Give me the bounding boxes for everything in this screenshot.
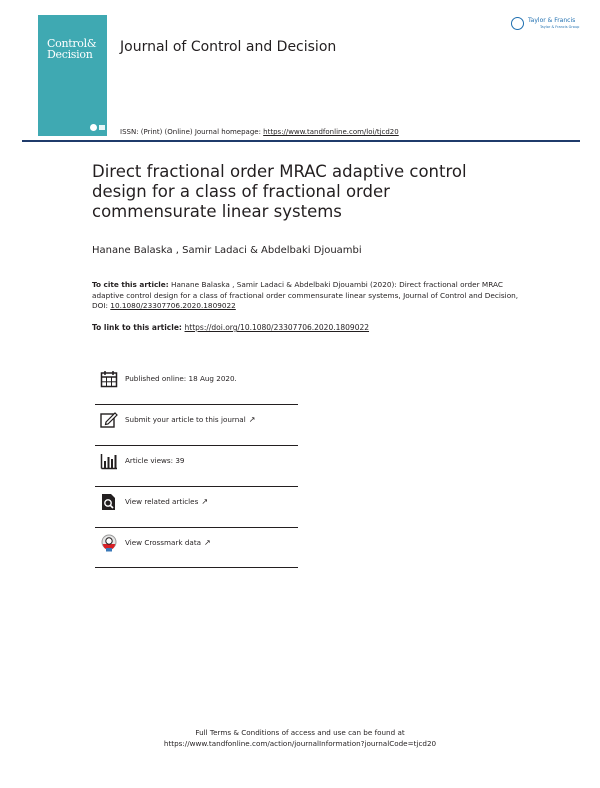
link-block — [92, 323, 522, 332]
article-doi-link[interactable]: https://doi.org/10.1080/23307706.2020.1809022 — [184, 323, 370, 332]
calendar-icon — [100, 370, 118, 388]
publisher-logo-icon — [511, 17, 524, 30]
publisher-tagline: Taylor & Francis Group — [540, 25, 580, 29]
journal-homepage-link[interactable]: https://www.tandfonline.com/loi/tjcd20 — [263, 128, 399, 136]
header-divider — [22, 140, 580, 142]
external-link-icon: ↗ — [204, 538, 211, 547]
related-articles-link[interactable] — [125, 497, 208, 506]
crossmark-icon — [100, 534, 118, 552]
cover-title-line2: Decision — [47, 48, 93, 61]
cover-badge — [90, 124, 97, 131]
external-link-icon: ↗ — [201, 497, 209, 506]
info-divider — [95, 404, 298, 405]
published-online-text: Published online: 18 Aug 2020. — [125, 374, 237, 383]
info-divider — [95, 486, 298, 487]
publisher-name: Taylor & Francis — [528, 17, 576, 24]
citation-label: To cite this article: — [92, 280, 169, 289]
article-title: Direct fractional order MRAC adaptive control design for a class of fractional order commensurate linear systems — [92, 162, 467, 221]
bar-chart-icon — [100, 452, 118, 470]
related-articles-label: View related articles — [125, 497, 199, 506]
journal-cover-image — [38, 15, 107, 136]
article-authors: Hanane Balaska , Samir Ladaci & Abdelbaki Djouambi — [92, 245, 362, 256]
document-search-icon — [100, 493, 118, 511]
footer — [100, 727, 500, 749]
footer-terms-link[interactable]: https://www.tandfonline.com/action/journalInformation?journalCode=tjcd20 — [163, 739, 437, 748]
crossmark-label: View Crossmark data — [125, 538, 202, 547]
journal-title: Journal of Control and Decision — [120, 39, 337, 55]
external-link-icon: ↗ — [248, 415, 256, 424]
info-divider — [95, 567, 298, 568]
citation-block — [92, 280, 522, 312]
info-divider — [95, 527, 298, 528]
crossmark-link[interactable] — [125, 538, 211, 547]
crossmark-row[interactable] — [95, 534, 298, 574]
citation-doi-link[interactable]: 10.1080/23307706.2020.1809022 — [110, 301, 236, 310]
cover-badge-secondary — [99, 125, 105, 130]
footer-terms-text: Full Terms & Conditions of access and use can be found at — [195, 728, 405, 737]
link-label: To link to this article: — [92, 323, 185, 332]
citation-text: Hanane Balaska , Samir Ladaci & Abdelbaki Djouambi (2020): Direct fractional order MRAC adaptive control design for a class of fractional order commensurate linear systems, Journal of Control and Decision, DOI: — [92, 280, 519, 310]
article-views-text: Article views: 39 — [125, 456, 185, 465]
cover-title-line1: Control& — [47, 37, 97, 50]
submit-article-link[interactable] — [125, 415, 255, 424]
submit-article-label: Submit your article to this journal — [125, 415, 246, 424]
issn-label: ISSN: (Print) (Online) Journal homepage: — [120, 128, 264, 136]
info-divider — [95, 445, 298, 446]
issn-line — [120, 128, 399, 136]
publisher-logo[interactable] — [511, 17, 585, 33]
edit-icon — [100, 411, 118, 429]
